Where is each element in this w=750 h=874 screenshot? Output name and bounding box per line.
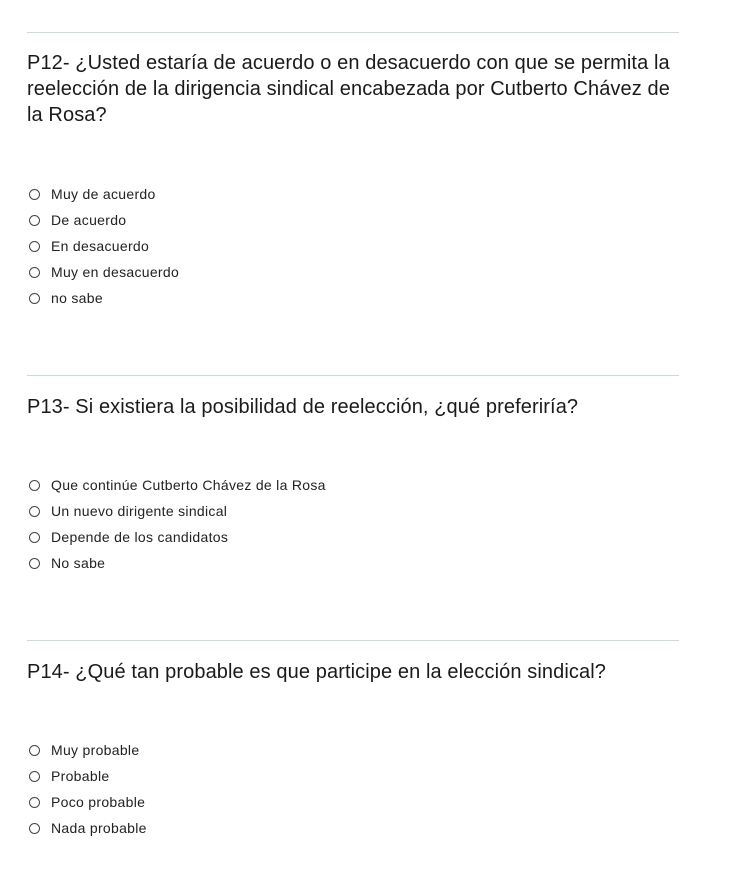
- option-label: Que continúe Cutberto Chávez de la Rosa: [51, 477, 326, 493]
- radio-option[interactable]: [29, 818, 147, 838]
- question-title-p12: P12- ¿Usted estaría de acuerdo o en desacuerdo con que se permita la reelección de la dirigencia sindical encabezada por Cutberto Chávez de la Rosa?: [27, 52, 670, 126]
- option-label: Nada probable: [51, 820, 147, 836]
- option-label: Muy de acuerdo: [51, 186, 156, 202]
- option-label: Poco probable: [51, 794, 146, 810]
- radio-circle-icon[interactable]: [29, 797, 40, 808]
- radio-circle-icon[interactable]: [29, 506, 40, 517]
- radio-option[interactable]: [29, 527, 228, 547]
- radio-circle-icon[interactable]: [29, 241, 40, 252]
- option-label: En desacuerdo: [51, 238, 150, 254]
- radio-option[interactable]: [29, 553, 105, 573]
- radio-circle-icon[interactable]: [29, 293, 40, 304]
- radio-option[interactable]: [29, 262, 179, 282]
- option-label: No sabe: [51, 555, 106, 571]
- radio-option[interactable]: [29, 210, 126, 230]
- radio-option[interactable]: [29, 236, 149, 256]
- radio-option[interactable]: [29, 184, 156, 204]
- radio-circle-icon[interactable]: [29, 215, 40, 226]
- section-divider: [27, 375, 679, 376]
- radio-option[interactable]: [29, 475, 326, 495]
- radio-circle-icon[interactable]: [29, 480, 40, 491]
- option-label: Depende de los candidatos: [51, 529, 229, 545]
- radio-circle-icon[interactable]: [29, 745, 40, 756]
- radio-circle-icon[interactable]: [29, 771, 40, 782]
- question-title-p14: P14- ¿Qué tan probable es que participe en la elección sindical?: [27, 661, 606, 683]
- option-label: Muy probable: [51, 742, 140, 758]
- option-label: De acuerdo: [51, 212, 127, 228]
- radio-circle-icon[interactable]: [29, 558, 40, 569]
- option-label: Probable: [51, 768, 110, 784]
- section-divider: [27, 640, 679, 641]
- option-label: Un nuevo dirigente sindical: [51, 503, 228, 519]
- radio-option[interactable]: [29, 766, 109, 786]
- radio-circle-icon[interactable]: [29, 267, 40, 278]
- option-label: no sabe: [51, 290, 103, 306]
- question-title-p13: P13- Si existiera la posibilidad de reelección, ¿qué preferiría?: [27, 396, 579, 418]
- radio-option[interactable]: [29, 288, 103, 308]
- option-label: Muy en desacuerdo: [51, 264, 180, 280]
- radio-option[interactable]: [29, 501, 227, 521]
- radio-option[interactable]: [29, 740, 139, 760]
- section-divider: [27, 32, 679, 33]
- radio-circle-icon[interactable]: [29, 823, 40, 834]
- radio-circle-icon[interactable]: [29, 189, 40, 200]
- radio-circle-icon[interactable]: [29, 532, 40, 543]
- radio-option[interactable]: [29, 792, 145, 812]
